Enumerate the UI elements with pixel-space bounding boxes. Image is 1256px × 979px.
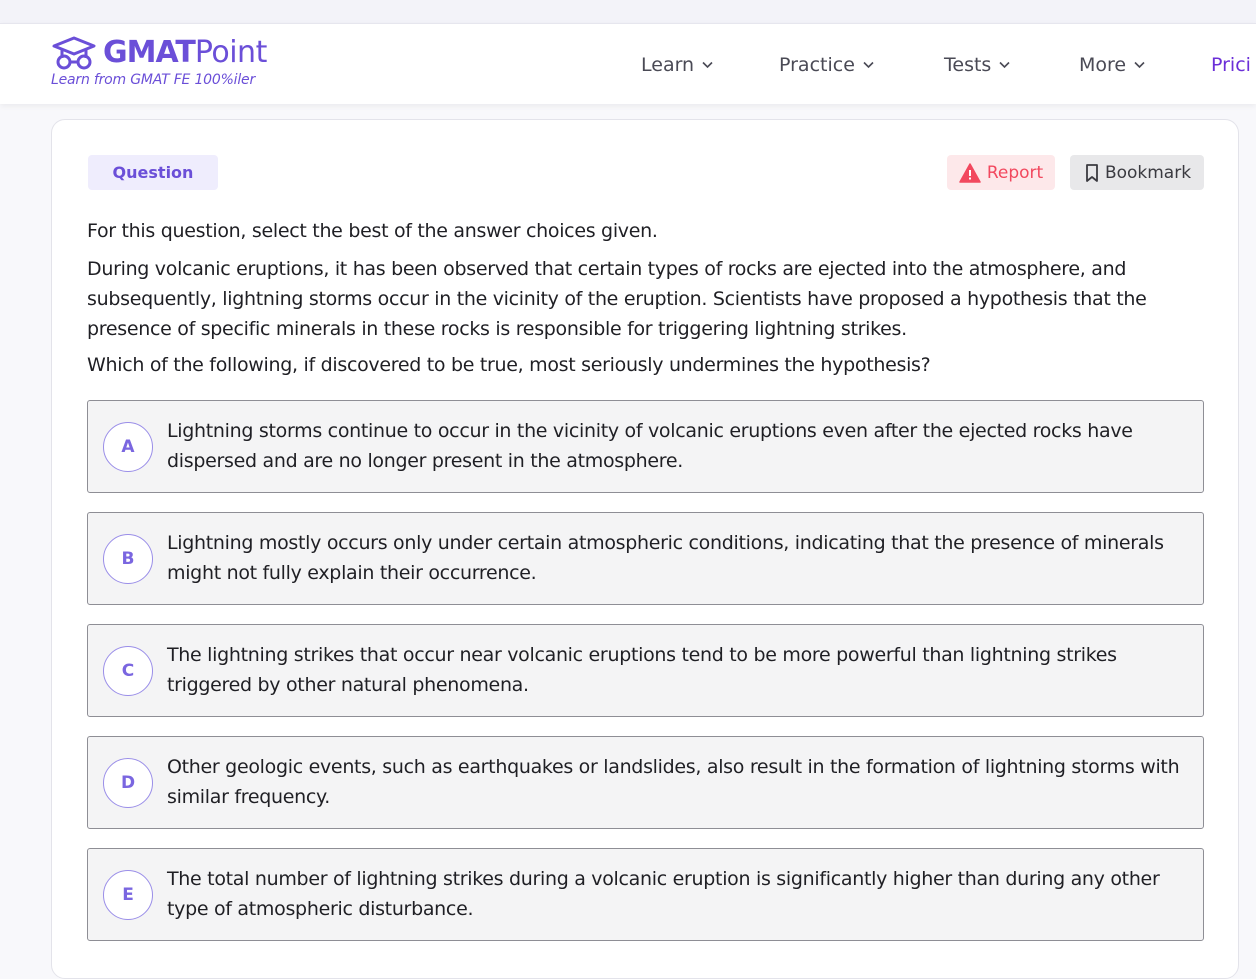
question-instruction: For this question, select the best of the answer choices given.: [87, 220, 658, 242]
option-letter: B: [103, 534, 153, 584]
answer-option-b[interactable]: [87, 512, 1204, 605]
nav-tests[interactable]: [944, 24, 1011, 105]
answer-option-c[interactable]: [87, 624, 1204, 717]
site-header: [0, 23, 1256, 104]
report-button[interactable]: [947, 155, 1055, 190]
answer-option-d[interactable]: [87, 736, 1204, 829]
option-letter: A: [103, 422, 153, 472]
bookmark-icon: [1083, 163, 1101, 183]
question-prompt: Which of the following, if discovered to be true, most seriously undermines the hypothesis?: [87, 354, 931, 376]
brand-name-bold: GMAT: [103, 35, 195, 70]
nav-more[interactable]: [1079, 24, 1146, 105]
question-card: [51, 119, 1239, 979]
chevron-down-icon: [862, 58, 875, 71]
question-badge: Question: [88, 155, 218, 190]
nav-practice-label: Practice: [779, 53, 855, 76]
nav-learn[interactable]: [641, 24, 714, 105]
nav-pricing[interactable]: Prici: [1211, 53, 1251, 76]
bookmark-label: Bookmark: [1104, 162, 1192, 183]
nav-learn-label: Learn: [641, 53, 695, 76]
graduation-cap-icon: [51, 36, 97, 70]
brand-tagline: Learn from GMAT FE 100%iler: [51, 72, 256, 88]
nav-more-label: More: [1079, 53, 1127, 76]
answer-option-e[interactable]: [87, 848, 1204, 941]
question-stem: During volcanic eruptions, it has been observed that certain types of rocks are ejected into the atmosphere, and subsequently, lightning storms occur in the vicinity of the eruption. Scientists have proposed a hypothesis that the presence of specific minerals in these rocks is responsible for triggering lightning strikes.: [87, 258, 1147, 340]
option-text: The total number of lightning strikes during a volcanic eruption is significantly higher than during any other type of atmospheric disturbance.: [167, 868, 1160, 920]
option-letter: E: [103, 870, 153, 920]
brand-logo[interactable]: [51, 35, 267, 88]
answer-options: [87, 400, 1204, 960]
browser-top-strip: [0, 0, 1256, 23]
option-text: Other geologic events, such as earthquakes or landslides, also result in the formation of lightning storms with similar frequency.: [167, 756, 1180, 808]
nav-tests-label: Tests: [944, 53, 992, 76]
warning-icon: [959, 163, 981, 183]
option-text: Lightning mostly occurs only under certain atmospheric conditions, indicating that the presence of minerals might not fully explain their occurrence.: [167, 532, 1164, 584]
report-label: Report: [986, 162, 1044, 183]
option-letter: D: [103, 758, 153, 808]
option-text: Lightning storms continue to occur in the vicinity of volcanic eruptions even after the ejected rocks have dispersed and are no longer present in the atmosphere.: [167, 420, 1133, 472]
chevron-down-icon: [701, 58, 714, 71]
bookmark-button[interactable]: [1070, 155, 1204, 190]
nav-practice[interactable]: [779, 24, 875, 105]
option-letter: C: [103, 646, 153, 696]
option-text: The lightning strikes that occur near volcanic eruptions tend to be more powerful than lightning strikes triggered by other natural phenomena.: [167, 644, 1117, 696]
brand-name-light: Point: [194, 35, 267, 70]
chevron-down-icon: [1133, 58, 1146, 71]
chevron-down-icon: [998, 58, 1011, 71]
answer-option-a[interactable]: [87, 400, 1204, 493]
